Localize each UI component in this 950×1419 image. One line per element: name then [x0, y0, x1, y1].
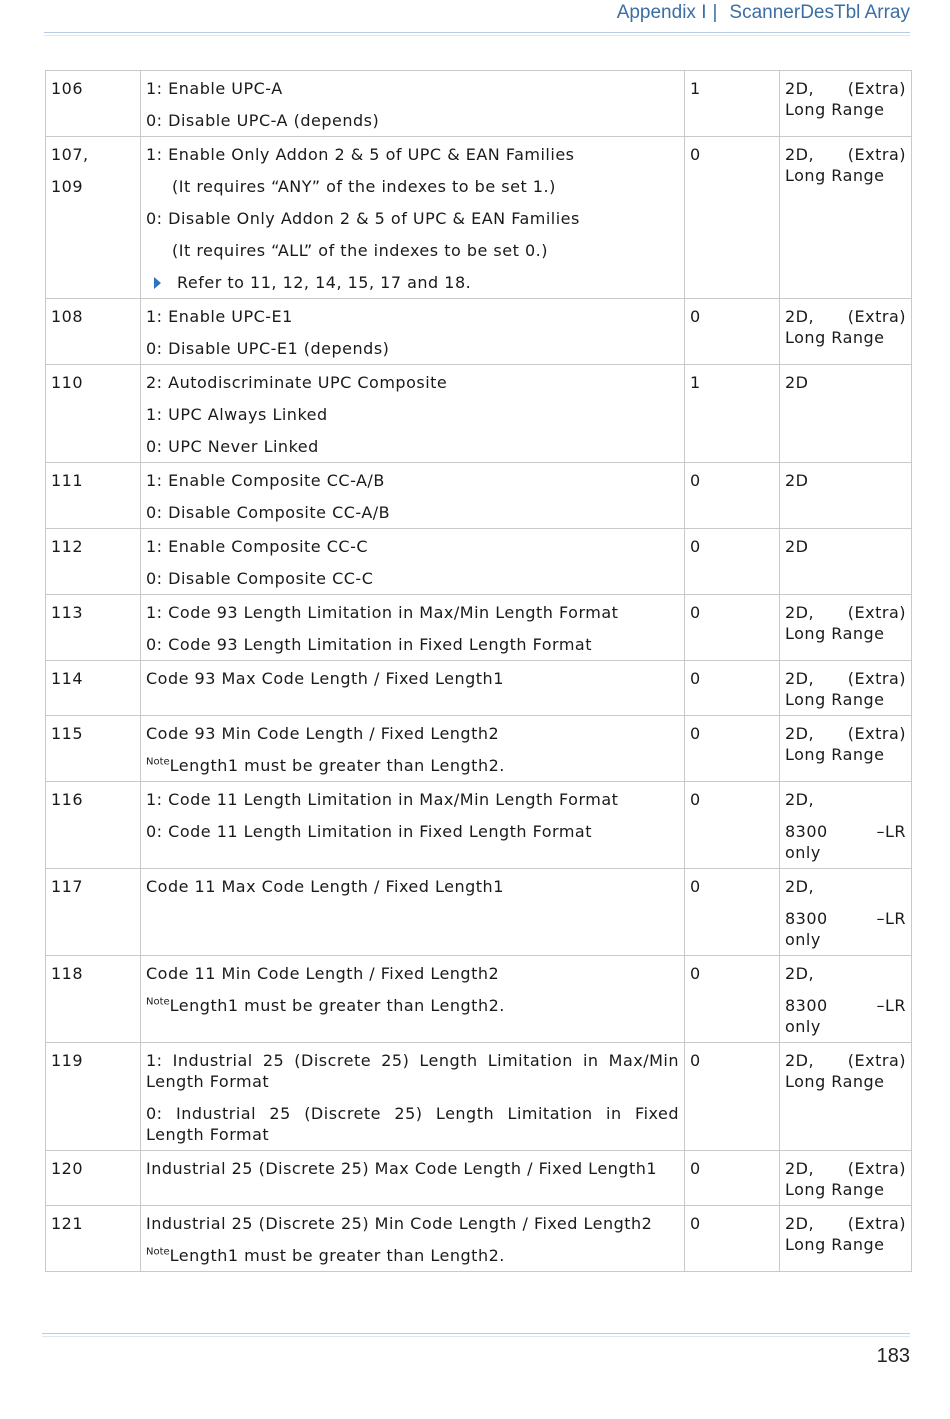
- device-text: (Extra): [847, 1051, 906, 1070]
- default-cell: [685, 1043, 780, 1151]
- default-cell: [685, 71, 780, 137]
- device-text: (Extra): [847, 724, 906, 743]
- table-row: [46, 956, 912, 1043]
- table-row: [46, 1043, 912, 1151]
- description-line: [146, 436, 679, 457]
- description-text: Code 93 Min Code Length / Fixed Length2: [146, 724, 500, 743]
- parameter-table-body: [46, 71, 912, 1272]
- default-cell: [685, 137, 780, 299]
- table-row: [46, 716, 912, 782]
- device-text: –LR: [876, 996, 906, 1015]
- index-value: 113: [51, 603, 84, 622]
- default-value: 0: [690, 537, 701, 556]
- description-cell: [141, 869, 685, 956]
- device-text: 2D,: [785, 145, 815, 164]
- default-value: 0: [690, 1159, 701, 1178]
- index-cell: [46, 716, 141, 782]
- description-text: (It requires “ANY” of the indexes to be set 1.): [172, 177, 556, 196]
- description-line: [146, 240, 679, 261]
- device-line: [785, 78, 906, 99]
- footer-rule: [42, 1333, 910, 1337]
- default-cell: [685, 869, 780, 956]
- header-rule: [44, 32, 910, 36]
- description-line: [146, 1158, 679, 1179]
- default-value: 0: [690, 603, 701, 622]
- index-value: 119: [51, 1051, 84, 1070]
- description-line: [146, 1103, 679, 1145]
- index-cell: [46, 1206, 141, 1272]
- device-line: [785, 995, 906, 1016]
- description-text: 0: Disable UPC-A (depends): [146, 111, 380, 130]
- description-line: [146, 272, 679, 293]
- device-cell: [780, 782, 912, 869]
- device-text: only: [785, 930, 821, 949]
- device-text: (Extra): [847, 145, 906, 164]
- device-text: 2D,: [785, 603, 815, 622]
- device-text: 2D,: [785, 307, 815, 326]
- header-section: Appendix I: [616, 2, 707, 23]
- table-row: [46, 595, 912, 661]
- default-cell: [685, 716, 780, 782]
- note-line: [146, 755, 679, 776]
- device-text: only: [785, 1017, 821, 1036]
- index-cell: [46, 595, 141, 661]
- index-cell: [46, 661, 141, 716]
- device-text: (Extra): [847, 669, 906, 688]
- default-cell: [685, 595, 780, 661]
- description-text: 0: Code 93 Length Limitation in Fixed Length Format: [146, 635, 592, 654]
- device-cell: [780, 595, 912, 661]
- device-cell: [780, 661, 912, 716]
- note-label: Note: [146, 996, 170, 1008]
- default-cell: [685, 529, 780, 595]
- device-cell: [780, 463, 912, 529]
- index-cell: [46, 1043, 141, 1151]
- device-cell: [780, 1043, 912, 1151]
- default-cell: [685, 1206, 780, 1272]
- device-cell: [780, 529, 912, 595]
- index-value: 108: [51, 307, 84, 326]
- table-row: [46, 1206, 912, 1272]
- description-line: [146, 502, 679, 523]
- description-text: 1: Code 93 Length Limitation in Max/Min Length Format: [146, 603, 619, 622]
- description-text: Code 11 Min Code Length / Fixed Length2: [146, 964, 500, 983]
- description-cell: [141, 365, 685, 463]
- device-text: –LR: [876, 909, 906, 928]
- index-value: 110: [51, 373, 84, 392]
- default-value: 0: [690, 669, 701, 688]
- device-line: [785, 908, 906, 929]
- description-text: (It requires “ALL” of the indexes to be set 0.): [172, 241, 548, 260]
- default-cell: [685, 299, 780, 365]
- description-line: [146, 78, 679, 99]
- default-value: 0: [690, 724, 701, 743]
- index-value: 112: [51, 537, 84, 556]
- description-cell: [141, 595, 685, 661]
- table-row: [46, 71, 912, 137]
- description-text: Code 93 Max Code Length / Fixed Length1: [146, 669, 504, 688]
- device-cell: [780, 137, 912, 299]
- table-row: [46, 529, 912, 595]
- index-value: 109: [51, 177, 84, 196]
- index-value: 117: [51, 877, 84, 896]
- note-line: [146, 1245, 679, 1266]
- description-text: Length1 must be greater than Length2.: [169, 996, 505, 1015]
- device-text: Long Range: [785, 1180, 885, 1199]
- description-text: 1: Industrial 25 (Discrete 25) Length Limitation in Max/Min Length Format: [146, 1051, 679, 1091]
- table-row: [46, 137, 912, 299]
- device-text: Long Range: [785, 1072, 885, 1091]
- index-cell: [46, 869, 141, 956]
- page-number: 183: [876, 1345, 910, 1367]
- description-cell: [141, 529, 685, 595]
- description-line: [146, 568, 679, 589]
- description-cell: [141, 71, 685, 137]
- default-cell: [685, 463, 780, 529]
- default-value: 0: [690, 790, 701, 809]
- device-cell: [780, 716, 912, 782]
- device-text: Long Range: [785, 166, 885, 185]
- description-line: [146, 634, 679, 655]
- device-line: [785, 821, 906, 842]
- description-text: 1: Enable UPC-E1: [146, 307, 293, 326]
- device-line: [785, 668, 906, 689]
- description-cell: [141, 1206, 685, 1272]
- default-value: 0: [690, 145, 701, 164]
- device-line: [785, 1050, 906, 1071]
- description-line: [146, 338, 679, 359]
- device-cell: [780, 365, 912, 463]
- device-cell: [780, 71, 912, 137]
- page-header: [617, 2, 910, 26]
- device-text: (Extra): [847, 1214, 906, 1233]
- index-cell: [46, 365, 141, 463]
- description-line: [146, 176, 679, 197]
- device-text: Long Range: [785, 690, 885, 709]
- description-line: [146, 470, 679, 491]
- description-line: [146, 306, 679, 327]
- description-text: Industrial 25 (Discrete 25) Max Code Length / Fixed Length1: [146, 1159, 658, 1178]
- description-cell: [141, 716, 685, 782]
- device-cell: [780, 869, 912, 956]
- default-cell: [685, 661, 780, 716]
- description-line: [146, 789, 679, 810]
- device-text: Long Range: [785, 328, 885, 347]
- device-cell: [780, 299, 912, 365]
- index-cell: [46, 299, 141, 365]
- index-value: 114: [51, 669, 84, 688]
- device-text: 2D,: [785, 877, 815, 896]
- index-value: 115: [51, 724, 84, 743]
- description-line: [146, 668, 679, 689]
- description-text: 1: Code 11 Length Limitation in Max/Min Length Format: [146, 790, 619, 809]
- index-cell: [46, 529, 141, 595]
- table-row: [46, 1151, 912, 1206]
- table-row: [46, 365, 912, 463]
- default-cell: [685, 782, 780, 869]
- device-text: 2D,: [785, 1159, 815, 1178]
- index-value: 121: [51, 1214, 84, 1233]
- index-cell: [46, 71, 141, 137]
- device-line: [785, 306, 906, 327]
- device-text: 2D,: [785, 790, 815, 809]
- device-cell: [780, 1151, 912, 1206]
- device-line: [785, 1158, 906, 1179]
- device-text: 8300: [785, 822, 828, 841]
- default-cell: [685, 1151, 780, 1206]
- index-value: 106: [51, 79, 84, 98]
- description-cell: [141, 782, 685, 869]
- device-text: (Extra): [847, 603, 906, 622]
- description-text: 0: Disable UPC-E1 (depends): [146, 339, 390, 358]
- description-text: 0: Industrial 25 (Discrete 25) Length Limitation in Fixed Length Format: [146, 1104, 679, 1144]
- default-value: 0: [690, 1214, 701, 1233]
- default-cell: [685, 956, 780, 1043]
- note-line: [146, 995, 679, 1016]
- table-row: [46, 299, 912, 365]
- header-title: ScannerDesTbl Array: [729, 2, 910, 23]
- description-line: [146, 404, 679, 425]
- parameter-table: [45, 70, 912, 1272]
- description-text: 0: UPC Never Linked: [146, 437, 319, 456]
- description-line: [146, 110, 679, 131]
- default-value: 0: [690, 877, 701, 896]
- description-line: [146, 1050, 679, 1092]
- default-value: 0: [690, 307, 701, 326]
- table-row: [46, 869, 912, 956]
- triangle-right-icon: [154, 277, 161, 289]
- description-line: [146, 1213, 679, 1234]
- description-text: 1: Enable Composite CC-A/B: [146, 471, 385, 490]
- device-text: (Extra): [847, 307, 906, 326]
- description-text: 2: Autodiscriminate UPC Composite: [146, 373, 448, 392]
- description-text: 1: Enable Only Addon 2 & 5 of UPC & EAN Families: [146, 145, 575, 164]
- description-line: [146, 821, 679, 842]
- device-cell: [780, 956, 912, 1043]
- index-value: 111: [51, 471, 84, 490]
- index-value: 107,: [51, 145, 89, 164]
- device-text: 2D,: [785, 964, 815, 983]
- table-row: [46, 661, 912, 716]
- device-text: 2D,: [785, 79, 815, 98]
- note-label: Note: [146, 756, 170, 768]
- description-cell: [141, 137, 685, 299]
- description-text: 1: UPC Always Linked: [146, 405, 328, 424]
- device-text: 2D,: [785, 1051, 815, 1070]
- device-text: Long Range: [785, 1235, 885, 1254]
- table-row: [46, 463, 912, 529]
- index-cell: [46, 782, 141, 869]
- description-text: 0: Disable Composite CC-A/B: [146, 503, 391, 522]
- description-line: [146, 372, 679, 393]
- description-line: [146, 536, 679, 557]
- device-text: (Extra): [847, 1159, 906, 1178]
- description-line: [146, 208, 679, 229]
- description-cell: [141, 299, 685, 365]
- description-text: 0: Disable Composite CC-C: [146, 569, 374, 588]
- device-text: (Extra): [847, 79, 906, 98]
- index-value: 120: [51, 1159, 84, 1178]
- description-text: Industrial 25 (Discrete 25) Min Code Length / Fixed Length2: [146, 1214, 653, 1233]
- default-value: 1: [690, 79, 701, 98]
- description-text: Refer to 11, 12, 14, 15, 17 and 18.: [177, 273, 472, 292]
- device-line: [785, 1213, 906, 1234]
- device-text: –LR: [876, 822, 906, 841]
- default-cell: [685, 365, 780, 463]
- device-line: [785, 723, 906, 744]
- description-cell: [141, 1043, 685, 1151]
- description-cell: [141, 463, 685, 529]
- index-value: 118: [51, 964, 84, 983]
- description-text: Code 11 Max Code Length / Fixed Length1: [146, 877, 504, 896]
- header-separator: |: [712, 2, 718, 23]
- description-text: 1: Enable Composite CC-C: [146, 537, 369, 556]
- table-row: [46, 782, 912, 869]
- device-text: only: [785, 843, 821, 862]
- description-text: 1: Enable UPC-A: [146, 79, 283, 98]
- device-text: 2D,: [785, 1214, 815, 1233]
- description-line: [146, 876, 679, 897]
- description-line: [146, 723, 679, 744]
- index-cell: [46, 1151, 141, 1206]
- device-line: [785, 602, 906, 623]
- note-label: Note: [146, 1246, 170, 1258]
- description-cell: [141, 1151, 685, 1206]
- index-cell: [46, 463, 141, 529]
- device-text: 8300: [785, 996, 828, 1015]
- description-text: Length1 must be greater than Length2.: [169, 756, 505, 775]
- device-text: 2D,: [785, 724, 815, 743]
- index-cell: [46, 137, 141, 299]
- description-line: [146, 963, 679, 984]
- description-line: [146, 144, 679, 165]
- default-value: 1: [690, 373, 701, 392]
- default-value: 0: [690, 964, 701, 983]
- device-text: 2D: [785, 373, 809, 392]
- index-cell: [46, 956, 141, 1043]
- device-text: 2D,: [785, 669, 815, 688]
- default-value: 0: [690, 471, 701, 490]
- description-cell: [141, 956, 685, 1043]
- default-value: 0: [690, 1051, 701, 1070]
- device-text: 2D: [785, 471, 809, 490]
- device-text: Long Range: [785, 624, 885, 643]
- description-cell: [141, 661, 685, 716]
- description-text: 0: Code 11 Length Limitation in Fixed Length Format: [146, 822, 592, 841]
- device-text: Long Range: [785, 100, 885, 119]
- index-value: 116: [51, 790, 84, 809]
- description-line: [146, 602, 679, 623]
- device-line: [785, 144, 906, 165]
- device-text: 2D: [785, 537, 809, 556]
- description-text: 0: Disable Only Addon 2 & 5 of UPC & EAN Families: [146, 209, 580, 228]
- device-cell: [780, 1206, 912, 1272]
- description-text: Length1 must be greater than Length2.: [169, 1246, 505, 1265]
- device-text: Long Range: [785, 745, 885, 764]
- device-text: 8300: [785, 909, 828, 928]
